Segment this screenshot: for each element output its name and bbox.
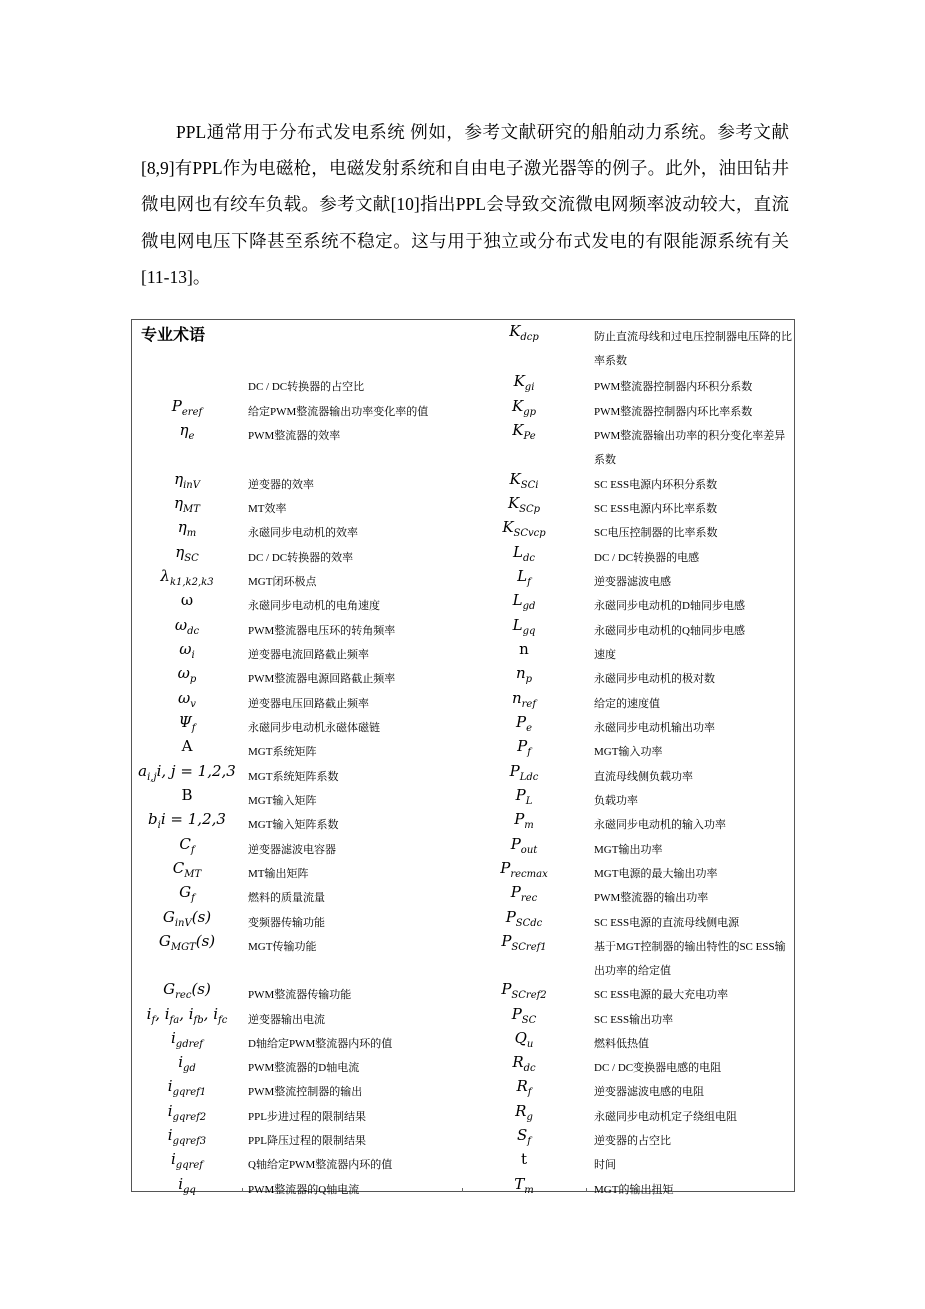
term-description: DC / DC转换器的效率 — [248, 552, 354, 564]
term-description: MGT输入矩阵 — [248, 795, 317, 807]
term-symbol: $i_{gd}$ — [178, 1053, 196, 1074]
term-description: 永磁同步电动机的Q轴同步电感 — [594, 625, 745, 637]
term-description: PWM整流器控制器内环积分系数 — [594, 381, 753, 393]
term-description: MGT输出功率 — [594, 844, 663, 856]
term-symbol: $P_{Ldc}$ — [509, 762, 539, 783]
term-symbol: $\eta_e$ — [179, 421, 195, 442]
term-description: Q轴给定PWM整流器内环的值 — [248, 1159, 393, 1171]
term-symbol: $P_L$ — [515, 786, 533, 807]
term-description: 永磁同步电动机定子绕组电阻 — [594, 1111, 737, 1123]
term-description: 防止直流母线和过电压控制器电压降的比率系数 — [594, 331, 792, 368]
term-symbol: $P_f$ — [517, 737, 531, 758]
term-symbol: $K_{gp}$ — [511, 397, 537, 418]
term-description: 永磁同步电动机永磁体磁链 — [248, 722, 380, 734]
term-description: MT效率 — [248, 503, 287, 515]
term-description: PWM整流控制器的输出 — [248, 1086, 363, 1098]
term-description: PWM整流器控制器内环比率系数 — [594, 406, 753, 418]
term-symbol: $P_{out}$ — [510, 835, 538, 856]
term-symbol: $G_f$ — [179, 883, 195, 904]
term-symbol: $G_{rec}(s)$ — [163, 980, 211, 1001]
term-description: 逆变器电流回路截止频率 — [248, 649, 369, 661]
term-symbol: $R_g$ — [515, 1102, 533, 1123]
term-symbol: $P_{SCref1}$ — [501, 932, 547, 953]
term-symbol: $i_{gqref3}$ — [167, 1126, 207, 1147]
term-description: 变频器传输功能 — [248, 917, 325, 929]
term-symbol: $C_f$ — [179, 835, 195, 856]
term-description: MGT输入矩阵系数 — [248, 819, 339, 831]
term-symbol: $\eta_{SC}$ — [175, 543, 199, 564]
term-description: 永磁同步电动机的效率 — [248, 527, 358, 539]
term-description: MGT输入功率 — [594, 746, 663, 758]
term-description: SC电压控制器的比率系数 — [594, 527, 718, 539]
term-symbol: $L_{dc}$ — [513, 543, 535, 564]
term-description: MGT系统矩阵系数 — [248, 771, 339, 783]
term-symbol: $i_{gqref1}$ — [167, 1077, 207, 1098]
term-symbol: $L_{gq}$ — [512, 616, 536, 637]
term-symbol: A — [181, 737, 193, 755]
term-symbol: $G_{MGT}(s)$ — [158, 932, 216, 953]
term-description: DC / DC转换器的电感 — [594, 552, 700, 564]
term-description: 速度 — [594, 649, 616, 661]
term-description: MGT电源的最大输出功率 — [594, 868, 718, 880]
term-description: 永磁同步电动机的D轴同步电感 — [594, 600, 745, 612]
term-description: PWM整流器传输功能 — [248, 989, 352, 1001]
term-description: PWM整流器输出功率的积分变化率差异系数 — [594, 430, 786, 467]
term-symbol: $P_{SCref2}$ — [501, 980, 547, 1001]
term-symbol: $L_f$ — [517, 567, 531, 588]
term-description: MGT闭环极点 — [248, 576, 317, 588]
term-description: 逆变器滤波电感 — [594, 576, 671, 588]
term-description: DC / DC变换器电感的电阻 — [594, 1062, 722, 1074]
term-symbol: $P_{SC}$ — [511, 1005, 537, 1026]
nomenclature-table — [131, 319, 795, 1196]
term-description: SC ESS输出功率 — [594, 1014, 674, 1026]
term-description: DC / DC转换器的占空比 — [248, 381, 365, 393]
term-symbol: $P_{recmax}$ — [500, 859, 548, 880]
term-description: SC ESS电源的最大充电功率 — [594, 989, 729, 1001]
term-description: PWM整流器电源回路截止频率 — [248, 673, 396, 685]
term-symbol: $P_{SCdc}$ — [505, 908, 543, 929]
term-description: 给定PWM整流器输出功率变化率的值 — [248, 406, 429, 418]
term-symbol: $a_{i,j}i$, j = 1,2,3 — [138, 762, 236, 783]
term-description: 逆变器滤波电感的电阻 — [594, 1086, 704, 1098]
term-symbol: t — [520, 1150, 528, 1168]
term-description: 燃料的质量流量 — [248, 892, 325, 904]
intro-paragraph: PPL通常用于分布式发电系统 例如，参考文献研究的船舶动力系统。参考文献[8,9]有PPL作为电磁枪，电磁发射系统和自由电子激光器等的例子。此外，油田钻井微电网也有绞车负载。参考文献[10]指出PPL会导致交流微电网频率波动较大，直流微电网电压下降甚至系统不稳定。这与用于独立或分布式发电的有限能源系统有关[11-13]。 — [141, 122, 789, 287]
term-symbol: $K_{gi}$ — [513, 372, 535, 393]
term-symbol: $L_{gd}$ — [512, 591, 536, 612]
term-symbol: $\eta_m$ — [177, 518, 197, 539]
term-description: PWM整流器的效率 — [248, 430, 341, 442]
term-symbol: $\eta_{MT}$ — [174, 494, 200, 515]
term-symbol: $P_e$ — [515, 713, 532, 734]
term-description: 时间 — [594, 1159, 616, 1171]
term-symbol: n — [519, 640, 529, 658]
term-symbol: $\omega_{dc}$ — [174, 616, 200, 637]
term-description: 永磁同步电动机的输入功率 — [594, 819, 726, 831]
term-symbol: $Q_u$ — [514, 1029, 534, 1050]
term-description: 燃料低热值 — [594, 1038, 649, 1050]
term-symbol: $\eta_{inV}$ — [174, 470, 200, 491]
term-symbol: $R_f$ — [516, 1077, 532, 1098]
term-description: MGT传输功能 — [248, 941, 317, 953]
term-description: PPL步进过程的限制结果 — [248, 1111, 366, 1123]
term-symbol: $K_{Pe}$ — [512, 421, 536, 442]
term-description: 负载功率 — [594, 795, 638, 807]
term-symbol: $P_{eref}$ — [171, 397, 203, 418]
term-description: 基于MGT控制器的输出特性的SC ESS输出功率的给定值 — [594, 941, 786, 978]
term-symbol: $G_{inV}(s)$ — [162, 908, 212, 929]
term-symbol: $K_{SCi}$ — [509, 470, 539, 491]
term-description: 永磁同步电动机输出功率 — [594, 722, 715, 734]
term-description: MGT的输出扭矩 — [594, 1184, 674, 1196]
term-description: MGT系统矩阵 — [248, 746, 317, 758]
term-symbol: $\lambda_{k1,k2,k3}$ — [160, 567, 214, 588]
term-description: PWM整流器的输出功率 — [594, 892, 709, 904]
term-description: D轴给定PWM整流器内环的值 — [248, 1038, 393, 1050]
term-symbol: $P_{rec}$ — [510, 883, 538, 904]
term-symbol: $T_m$ — [514, 1175, 534, 1196]
term-symbol: $i_{gqref2}$ — [167, 1102, 207, 1123]
term-description: PPL降压过程的限制结果 — [248, 1135, 366, 1147]
term-description: SC ESS电源内环比率系数 — [594, 503, 718, 515]
term-symbol: $i_{gqref}$ — [170, 1150, 203, 1171]
term-description: 逆变器滤波电容器 — [248, 844, 336, 856]
term-symbol: $\omega_v$ — [178, 689, 196, 710]
term-description: SC ESS电源的直流母线侧电源 — [594, 917, 740, 929]
term-symbol: $i_{gq}$ — [178, 1175, 196, 1196]
term-description: 给定的速度值 — [594, 698, 660, 710]
term-symbol: $S_f$ — [517, 1126, 531, 1147]
term-symbol: $i_{gdref}$ — [170, 1029, 203, 1050]
term-symbol: $\omega_p$ — [177, 664, 197, 685]
term-description: 逆变器的占空比 — [594, 1135, 671, 1147]
term-symbol: $\omega_i$ — [179, 640, 195, 661]
term-description: PWM整流器电压环的转角频率 — [248, 625, 396, 637]
term-symbol: $P_m$ — [514, 810, 534, 831]
term-symbol: $R_{dc}$ — [512, 1053, 536, 1074]
table-heading: 专业术语 — [141, 325, 206, 344]
term-symbol: $i_f$, $i_{fa}$, $i_{fb}$, $i_{fc}$ — [146, 1005, 228, 1026]
term-symbol: ω — [180, 591, 194, 609]
term-symbol: B — [181, 786, 193, 804]
term-symbol: $K_{dcp}$ — [509, 322, 539, 343]
term-symbol: $C_{MT}$ — [172, 859, 202, 880]
term-symbol: $K_{SCvcp}$ — [502, 518, 546, 539]
term-description: 永磁同步电动机的电角速度 — [248, 600, 380, 612]
term-description: PWM整流器的D轴电流 — [248, 1062, 360, 1074]
term-description: MT输出矩阵 — [248, 868, 309, 880]
term-description: 永磁同步电动机的极对数 — [594, 673, 715, 685]
term-symbol: $\Psi_f$ — [178, 713, 196, 734]
term-description: PWM整流器的Q轴电流 — [248, 1184, 360, 1196]
term-symbol: $n_p$ — [515, 664, 533, 685]
term-symbol: $n_{ref}$ — [511, 689, 537, 710]
term-description: 逆变器的效率 — [248, 479, 314, 491]
term-symbol: $K_{SCp}$ — [507, 494, 541, 515]
term-description: 逆变器电压回路截止频率 — [248, 698, 369, 710]
term-description: SC ESS电源内环积分系数 — [594, 479, 718, 491]
term-description: 直流母线侧负载功率 — [594, 771, 693, 783]
term-description: 逆变器输出电流 — [248, 1014, 325, 1026]
term-symbol: $b_ii = 1,2,3$ — [148, 810, 226, 831]
